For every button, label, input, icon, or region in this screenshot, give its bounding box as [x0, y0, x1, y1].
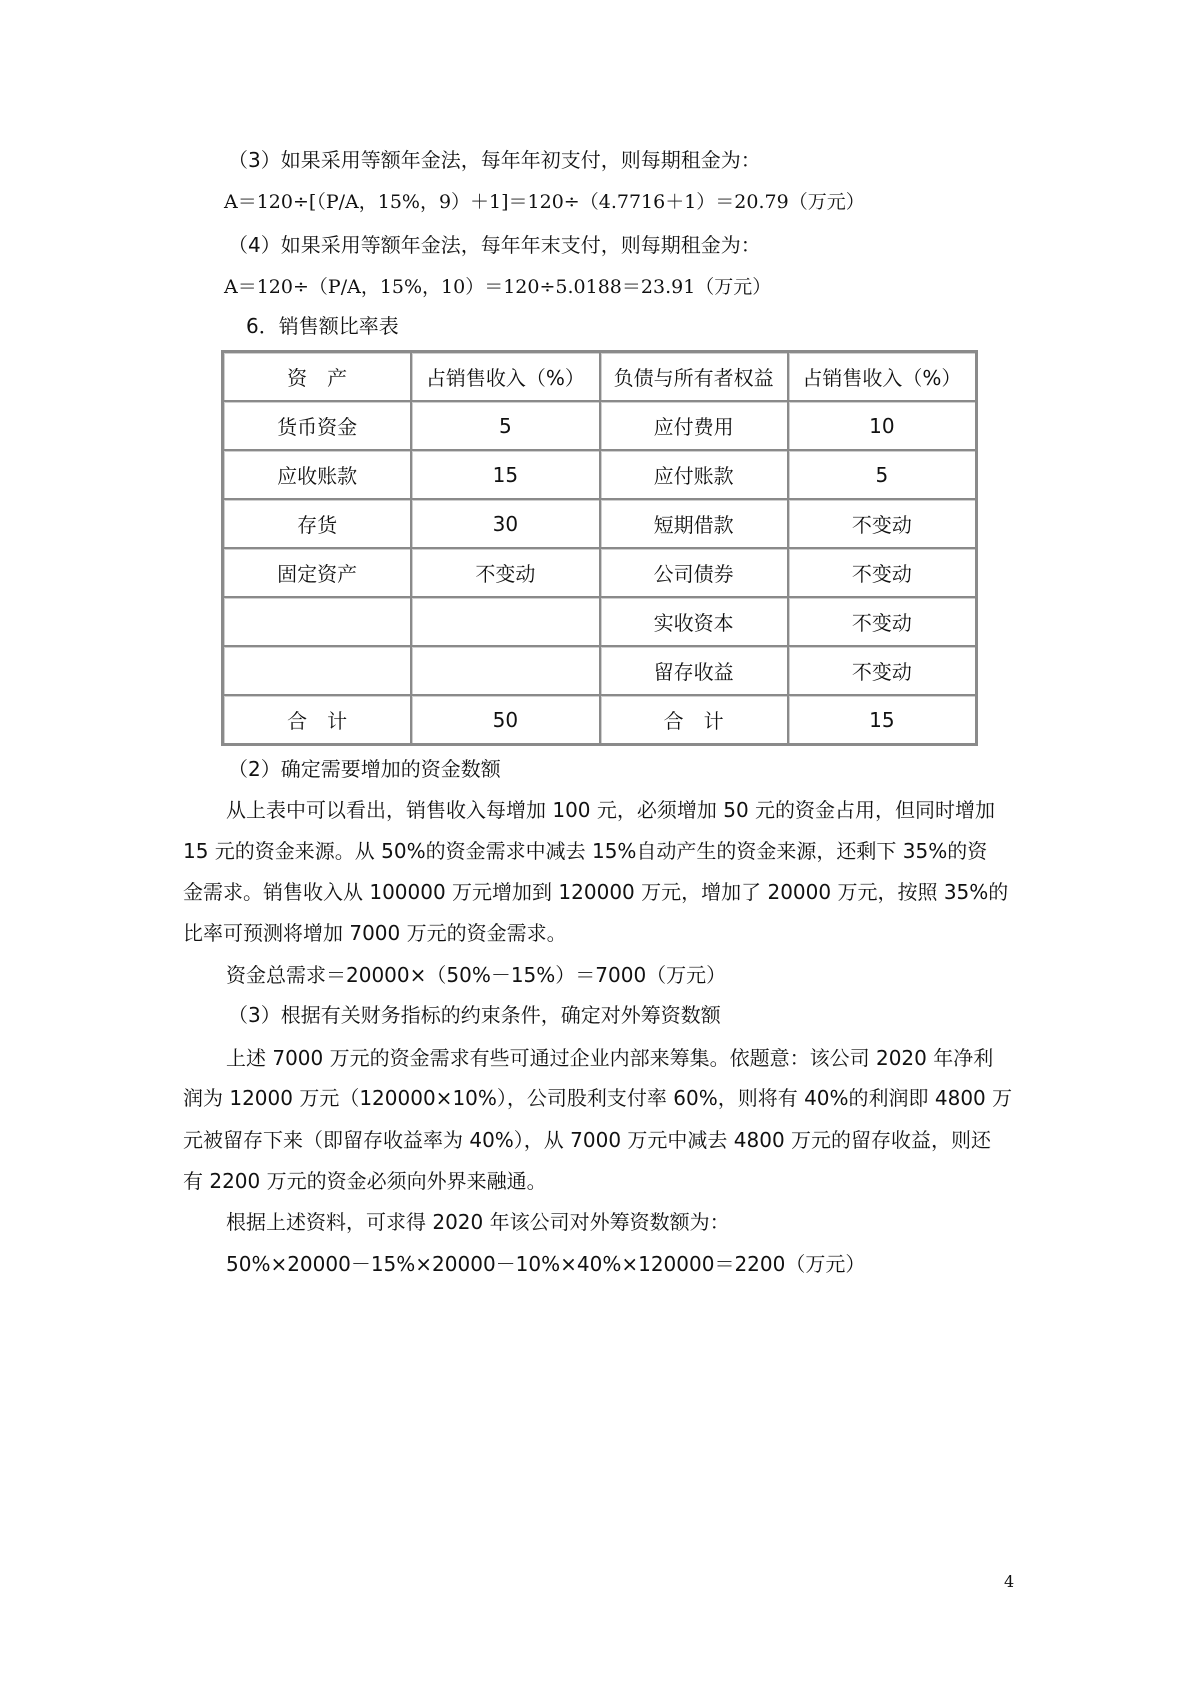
table-row: [223, 401, 976, 450]
table-cell: 应收账款: [223, 450, 411, 499]
table-caption: 6．销售额比率表: [246, 314, 399, 338]
paragraph-external-line2: 润为 12000 万元（120000×10%），公司股利支付率 60%，则将有 40%的利润即 4800 万: [183, 1086, 1013, 1110]
table-cell: 合 计: [600, 695, 788, 744]
table-cell: 不变动: [788, 499, 976, 548]
table-cell: [223, 646, 411, 695]
table-cell: 固定资产: [223, 548, 411, 597]
table-cell: 不变动: [788, 646, 976, 695]
paragraph-analysis-line3: 金需求。销售收入从 100000 万元增加到 120000 万元，增加了 20000 万元，按照 35%的: [183, 880, 1009, 904]
table-cell: 货币资金: [223, 401, 411, 450]
table-cell: 5: [788, 450, 976, 499]
section-heading-external: （3）根据有关财务指标的约束条件，确定对外筹资数额: [228, 1003, 721, 1027]
table-cell: [411, 597, 599, 646]
formula-external-financing: 50%×20000－15%×20000－10%×40%×120000＝2200（万元）: [226, 1252, 866, 1276]
table-row: [223, 499, 976, 548]
paragraph-analysis-line4: 比率可预测将增加 7000 万元的资金需求。: [183, 921, 567, 945]
table-cell: 应付费用: [600, 401, 788, 450]
formula-total-demand: 资金总需求＝20000×（50%－15%）＝7000（万元）: [226, 963, 727, 987]
table-cell: 应付账款: [600, 450, 788, 499]
paragraph-analysis-line1: 从上表中可以看出，销售收入每增加 100 元，必须增加 50 元的资金占用，但同时增加: [226, 798, 996, 822]
table-cell: 不变动: [788, 597, 976, 646]
table-cell: 公司债券: [600, 548, 788, 597]
table-row: [223, 597, 976, 646]
paragraph-analysis-line2: 15 元的资金来源。从 50%的资金需求中减去 15%自动产生的资金来源，还剩下 35%的资: [183, 839, 988, 863]
table-cell: 短期借款: [600, 499, 788, 548]
paragraph-lease-end: （4）如果采用等额年金法，每年年末支付，则每期租金为：: [228, 233, 761, 257]
table-header-row: [223, 352, 976, 401]
paragraph-conclusion: 根据上述资料，可求得 2020 年该公司对外筹资数额为：: [226, 1210, 730, 1234]
page-number: 4: [1004, 1572, 1015, 1591]
paragraph-external-line1: 上述 7000 万元的资金需求有些可通过企业内部来筹集。依题意：该公司 2020 年净利: [226, 1046, 994, 1070]
table-cell: 15: [411, 450, 599, 499]
table-row: [223, 695, 976, 744]
sales-ratio-table: [221, 350, 978, 746]
table-cell: [411, 646, 599, 695]
table-cell: 占销售收入（%）: [788, 352, 976, 401]
table-cell: 15: [788, 695, 976, 744]
table-cell: 合 计: [223, 695, 411, 744]
table-cell: 资 产: [223, 352, 411, 401]
table-cell: 10: [788, 401, 976, 450]
table-row: [223, 548, 976, 597]
table-row: [223, 646, 976, 695]
table-cell: 留存收益: [600, 646, 788, 695]
table-cell: 不变动: [788, 548, 976, 597]
table-cell: 5: [411, 401, 599, 450]
paragraph-lease-begin: （3）如果采用等额年金法，每年年初支付，则每期租金为：: [228, 148, 761, 172]
table-cell: 占销售收入（%）: [411, 352, 599, 401]
paragraph-external-line4: 有 2200 万元的资金必须向外界来融通。: [183, 1169, 547, 1193]
table-cell: 50: [411, 695, 599, 744]
paragraph-external-line3: 元被留存下来（即留存收益率为 40%），从 7000 万元中减去 4800 万元的留存收益，则还: [183, 1128, 992, 1152]
table-cell: 实收资本: [600, 597, 788, 646]
table-row: [223, 450, 976, 499]
table-cell: 负债与所有者权益: [600, 352, 788, 401]
table-cell: 存货: [223, 499, 411, 548]
table-cell: [223, 597, 411, 646]
table-cell: 30: [411, 499, 599, 548]
table-cell: 不变动: [411, 548, 599, 597]
formula-lease-begin: A＝120÷[（P/A，15%，9）＋1]＝120÷（4.7716＋1）＝20.79（万元）: [224, 191, 865, 213]
section-heading-increase: （2）确定需要增加的资金数额: [228, 757, 501, 781]
formula-lease-end: A＝120÷（P/A，15%，10）＝120÷5.0188＝23.91（万元）: [224, 276, 772, 298]
